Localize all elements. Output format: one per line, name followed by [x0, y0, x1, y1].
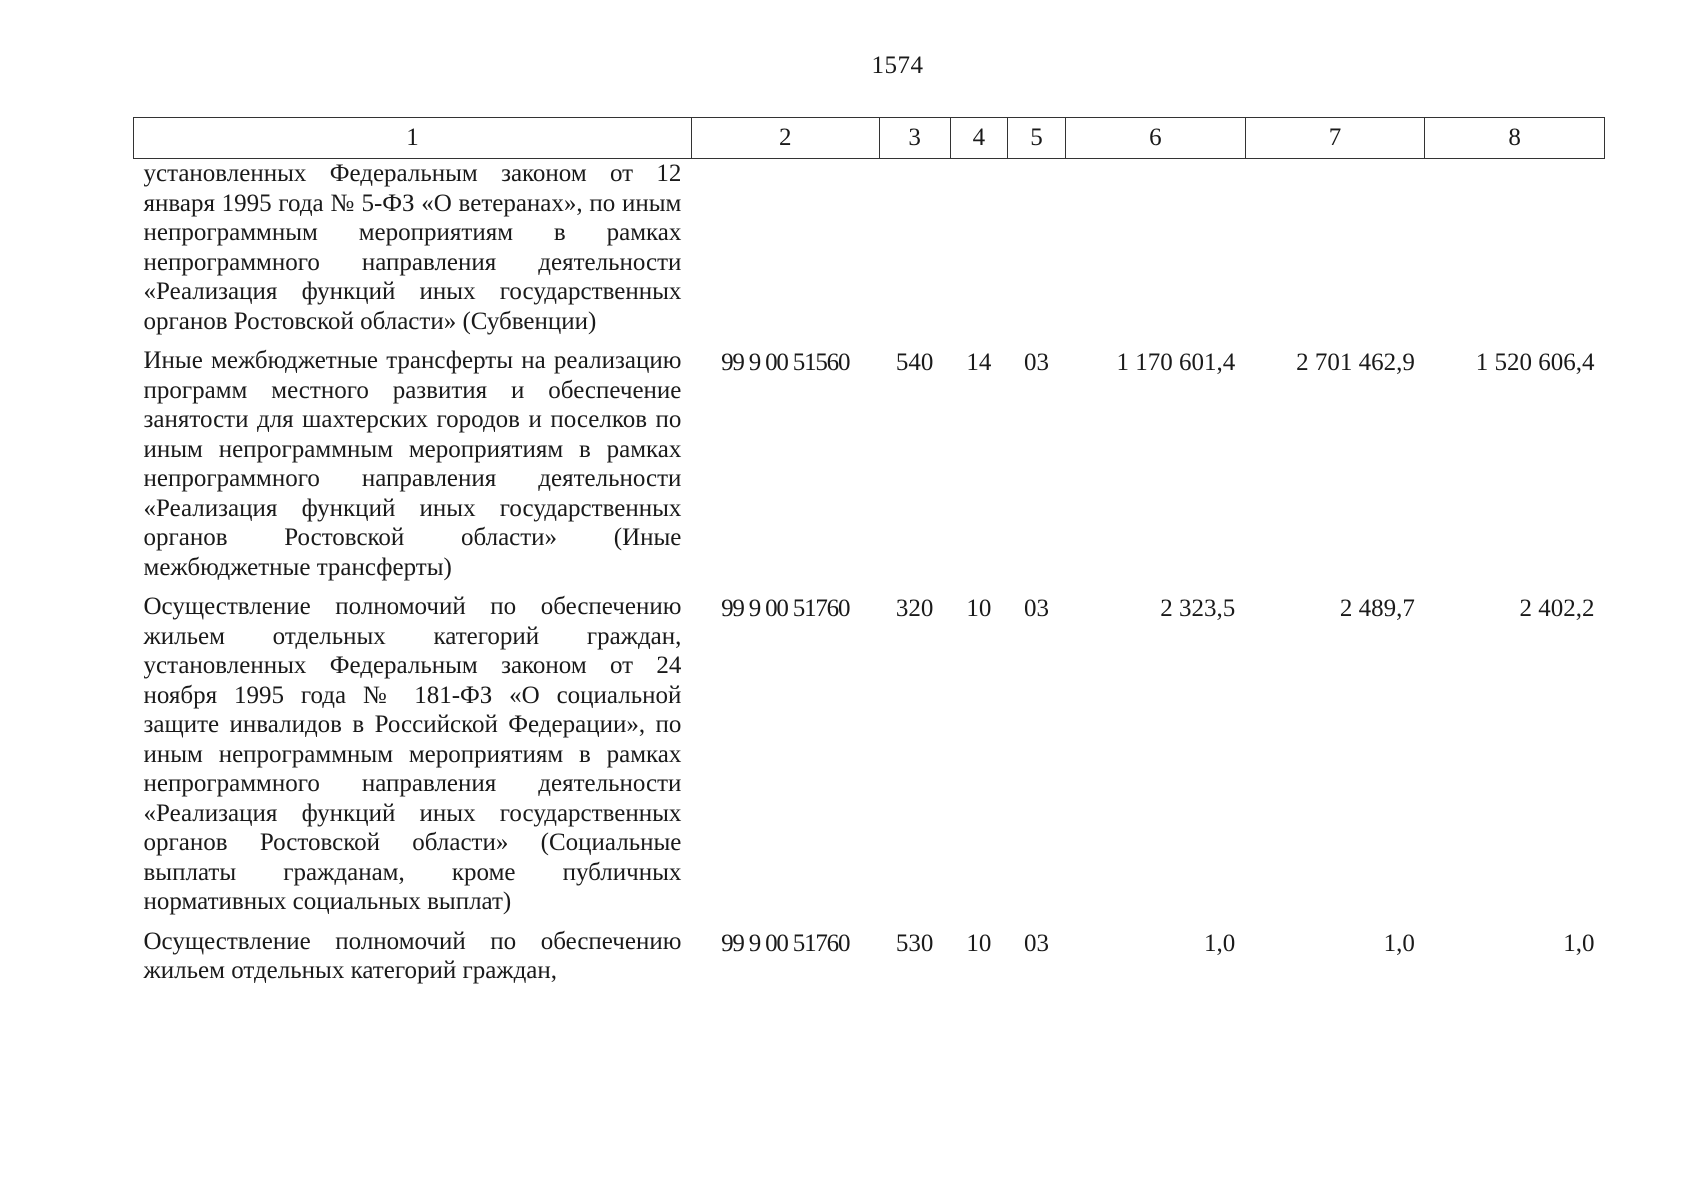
- amount-year-1: 1,0: [1203, 929, 1236, 957]
- target-article-code: 99 9 00 51560: [721, 349, 850, 376]
- row-description: установленных Федеральным законом от 12 января 1995 года № 5-ФЗ «О ветеранах», по иным непрограммным мероприятиям в рамках непрограммного направления деятельности «Реализация функций иных государственных органов Ростовской области» (Субвенции): [143, 160, 682, 335]
- page-number: 1574: [871, 52, 924, 79]
- header-row: [134, 118, 1605, 159]
- expense-type-code: 540: [895, 349, 934, 376]
- expense-type-code: [879, 159, 950, 347]
- subsection-code: [1007, 159, 1065, 347]
- amount-year-1: 1 170 601,4: [1116, 349, 1236, 376]
- amount-year-1: [1066, 159, 1246, 347]
- amount-year-2: 2 489,7: [1339, 595, 1415, 622]
- amount-year-2: 2 701 462,9: [1296, 349, 1415, 376]
- section-code: 10: [966, 929, 992, 957]
- amount-year-3: 1 520 606,4: [1475, 349, 1595, 376]
- row-description: Осуществление полномочий по обеспечению жильем отдельных категорий граждан, установленных Федеральным законом от 24 ноября 1995 года № 181-ФЗ «О социальной защите инвалидов в Российской Федерации», по иным непрограммным мероприятиям в рамках непрограммного направления деятельности «Реализация функций иных государственных органов Ростовской области» (Социальные выплаты гражданам, кроме публичных нормативных социальных выплат): [143, 593, 682, 915]
- section-code: [950, 159, 1007, 347]
- section-code: 14: [966, 349, 992, 376]
- amount-year-3: [1425, 159, 1605, 347]
- subsection-code: 03: [1024, 595, 1050, 622]
- amount-year-1: 2 323,5: [1160, 595, 1236, 622]
- column-header: 5: [1007, 118, 1065, 159]
- column-header: 8: [1425, 118, 1605, 159]
- table-row: [134, 592, 1605, 927]
- subsection-code: 03: [1024, 349, 1050, 376]
- column-header: 3: [879, 118, 950, 159]
- target-article-code: 99 9 00 51760: [721, 595, 850, 622]
- subsection-code: 03: [1024, 929, 1050, 957]
- row-description: Осуществление полномочий по обеспечению жильем отдельных категорий граждан,: [143, 927, 682, 984]
- expense-type-code: 530: [895, 929, 934, 957]
- column-header: 6: [1066, 118, 1246, 159]
- column-header: 7: [1245, 118, 1425, 159]
- budget-table: [133, 117, 1605, 996]
- column-header: 2: [691, 118, 879, 159]
- amount-year-3: 1,0: [1563, 929, 1595, 957]
- amount-year-3: 2 402,2: [1519, 595, 1595, 622]
- column-header: 4: [950, 118, 1007, 159]
- target-article-code: 99 9 00 51760: [721, 929, 850, 957]
- row-description: Иные межбюджетные трансферты на реализацию программ местного развития и обеспечение занятости для шахтерских городов и поселков по иным непрограммным мероприятиям в рамках непрограммного направления деятельности «Реализация функций иных государственных органов Ростовской области» (Иные межбюджетные трансферты): [143, 347, 682, 581]
- column-header: 1: [134, 118, 692, 159]
- table-row: [134, 159, 1605, 347]
- amount-year-2: [1245, 159, 1425, 347]
- table-row: [134, 346, 1605, 592]
- expense-type-code: 320: [895, 595, 934, 622]
- amount-year-2: 1,0: [1383, 929, 1415, 957]
- section-code: 10: [966, 595, 992, 622]
- target-article-code: [691, 159, 879, 347]
- table-row: [134, 927, 1605, 996]
